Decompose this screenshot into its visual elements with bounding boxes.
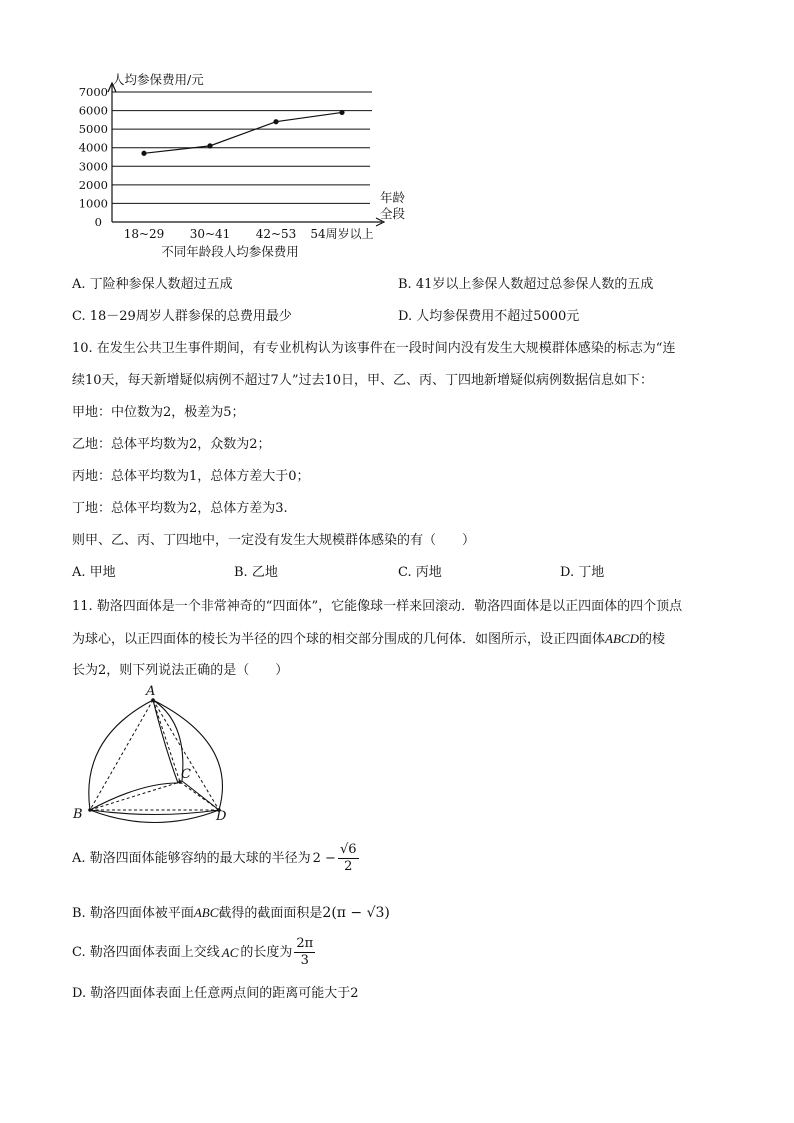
q11-option-a-text: A. 勒洛四面体能够容纳的最大球的半径为: [72, 850, 311, 866]
label-vertex-b: B: [73, 807, 83, 822]
series-line: [144, 112, 342, 153]
q10-option-d: D. 丁地: [560, 565, 605, 580]
q11-option-c-numerator: 2π: [296, 936, 314, 951]
edge-ad: [153, 700, 219, 810]
x-tick-label: 30~41: [189, 227, 231, 241]
vertex-b: [88, 808, 92, 812]
x-tick-label: 18~29: [123, 227, 165, 241]
y-tick-label: 3000: [78, 159, 108, 174]
x-tick-label: 42~53: [255, 227, 297, 241]
q11-option-d: D. 勒洛四面体表面上任意两点间的距离可能大于2: [72, 986, 359, 1001]
q11-option-b-text: B. 勒洛四面体被平面: [72, 906, 194, 921]
q10-jia: 甲地：中位数为2，极差为5；: [72, 405, 245, 420]
q11-stem-line1: 11. 勒洛四面体是一个非常神奇的“四面体”，它能像球一样来回滚动．勒洛四面体是以正四面体的四个顶点: [72, 599, 683, 614]
q10-stem-line1: 10. 在发生公共卫生事件期间，有专业机构认为该事件在一段时间内没有发生大规模群体感染的标志为“连: [72, 341, 676, 356]
outer-arc-ad: [153, 700, 222, 810]
q11-option-b: [72, 904, 390, 923]
q11-stem-line2-pre: 为球心，以正四面体的棱长为半径的四个球的相交部分围成的几何体．如图所示，设正四面体: [72, 632, 606, 647]
q11-option-b-mid: 截得的截面面积是: [218, 906, 323, 921]
q9-option-d: D. 人均参保费用不超过5000元: [398, 309, 580, 324]
y-axis-label: 人均参保费用/元: [112, 72, 204, 87]
q10-question: 则甲、乙、丙、丁四地中，一定没有发生大规模群体感染的有（ ）: [72, 533, 476, 548]
q11-option-c-fraction: [294, 936, 315, 969]
x-axis-label-line1: 年龄: [380, 190, 406, 205]
label-vertex-c: C: [181, 767, 191, 782]
q11-option-c-denominator: 3: [300, 953, 309, 968]
q10-ding: 丁地：总体平均数为2，总体方差为3.: [72, 501, 288, 516]
q11-option-c: [72, 936, 317, 969]
y-tick-label: 1000: [78, 196, 108, 211]
x-axis-label-line2: 全段: [380, 206, 406, 221]
q10-yi: 乙地：总体平均数为2，众数为2；: [72, 437, 271, 452]
q9-option-b: B. 41岁以上参保人数超过总参保人数的五成: [398, 277, 654, 292]
inner-arc-bd-lower: [90, 810, 219, 815]
q11-option-a-fraction: [338, 842, 359, 875]
q11-option-a-expr: 2 −: [312, 850, 336, 866]
reuleaux-tetrahedron-figure: [70, 683, 240, 828]
q11-option-c-curve: AC: [221, 944, 239, 960]
q11-option-c-text: C. 勒洛四面体表面上交线: [72, 944, 220, 960]
q11-option-c-mid: 的长度为: [240, 944, 293, 960]
y-tick-label: 0: [94, 215, 102, 229]
q11-option-b-expr: 2(π − √3): [322, 905, 390, 921]
x-tick-label: 54周岁以上: [310, 227, 374, 241]
q10-option-c: C. 丙地: [398, 565, 442, 580]
q11-option-a: [72, 842, 361, 875]
data-point-1: [141, 151, 146, 156]
q10-stem-line2: 续10天，每天新增疑似病例不超过7人”过去10日，甲、乙、丙、丁四地新增疑似病例数据信息如下：: [72, 373, 654, 388]
edge-cd: [180, 782, 219, 810]
q10-bing: 丙地：总体平均数为1，总体方差大于0；: [72, 469, 310, 484]
q9-option-c: C. 18－29周岁人群参保的总费用最少: [72, 309, 292, 324]
q10-option-a: A. 甲地: [72, 565, 116, 580]
label-vertex-d: D: [216, 809, 227, 824]
y-tick-label: 7000: [78, 85, 108, 99]
q11-stem-line2: [72, 630, 665, 649]
label-vertex-a: A: [146, 684, 156, 699]
q11-stem-line3: 长为2，则下列说法正确的是（ ）: [72, 663, 289, 678]
y-tick-label: 5000: [78, 122, 108, 137]
q11-option-b-plane: ABC: [193, 905, 219, 920]
data-point-3: [273, 119, 278, 124]
q9-option-a: A. 丁险种参保人数超过五成: [72, 277, 233, 292]
y-tick-label: 6000: [78, 103, 108, 118]
data-point-2: [207, 143, 212, 148]
q11-tetra-name: ABCD: [605, 631, 639, 646]
data-point-4: [339, 110, 344, 115]
q11-option-a-denominator: 2: [344, 859, 353, 874]
q11-option-a-numerator: √6: [339, 842, 357, 857]
y-tick-label: 2000: [78, 177, 108, 192]
y-tick-label: 4000: [78, 140, 108, 155]
q11-stem-line2-post: 的棱: [638, 632, 665, 647]
line-chart: [60, 70, 420, 265]
chart-caption: 不同年龄段人均参保费用: [161, 244, 299, 259]
q10-option-b: B. 乙地: [234, 565, 278, 580]
